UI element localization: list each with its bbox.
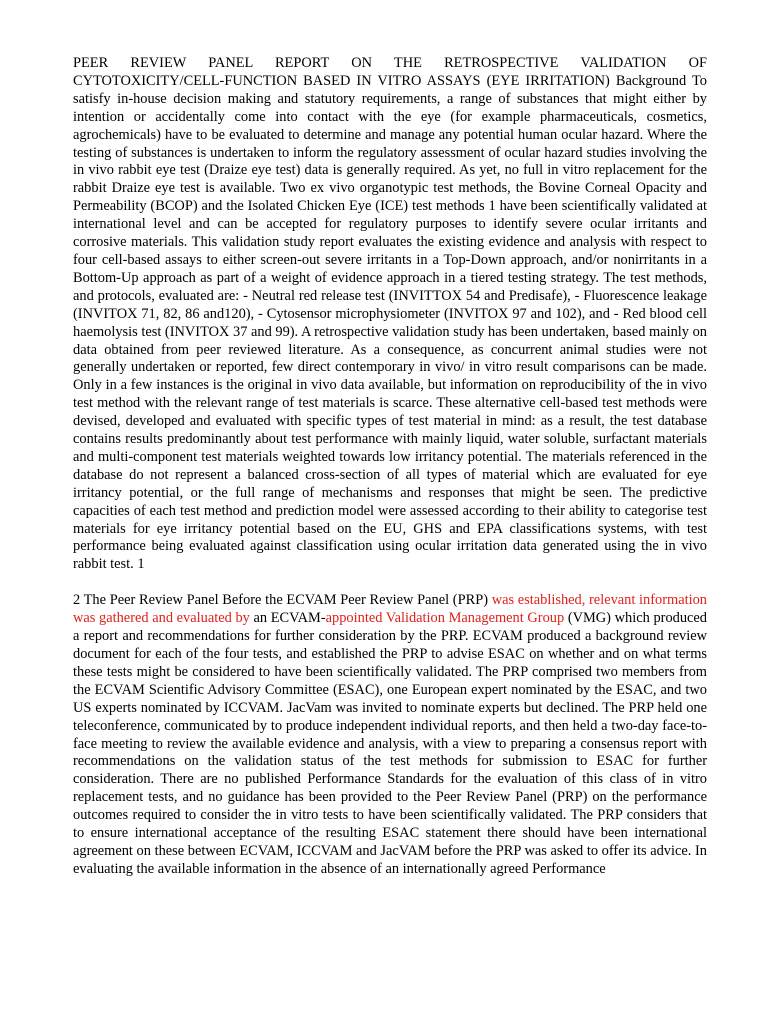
paragraph-text-segment: 2 The Peer Review Panel Before the ECVAM Peer Review Panel (PRP) xyxy=(73,592,492,609)
paragraph-text-segment: (VMG) which produced a report and recommendations for further consideration by the PRP. ECVAM produced a background review document for each of the four tests, and established the PRP to advise ESAC on whether and on what terms these tests might be considered to have been scientifically validated. The PRP comprised two members from the ECVAM Scientific Advisory Committee (ESAC), one European expert nominated by the ESAC, and two US experts nominated by ICCVAM. JacVam was invited to nominate experts but declined. The PRP held one teleconference, communicated by to produce independent individual reports, and then held a two-day face-to-face meeting to review the available evidence and analysis, with a view to preparing a consensus report with recommendations on the validation status of the test methods for submission to ESAC for further consideration. There are no published Performance Standards for the evaluation of this class of in vitro replacement tests, and no guidance has been provided to the Peer Review Panel (PRP) on the performance outcomes required to consider the in vitro tests to have been scientifically validated. The PRP considers that to ensure international acceptance of the resulting ESAC statement there should have been international agreement on these between ECVAM, ICCVAM and JacVAM before the PRP was asked to offer its advice. In evaluating the available information in the absence of an internationally agreed Performance xyxy=(73,610,708,877)
document-page xyxy=(73,55,707,879)
paragraph-text-segment: an ECVAM- xyxy=(249,610,326,627)
highlighted-text: was established, relevant information was gathered and evaluated by xyxy=(73,592,707,627)
paragraph-background: PEER REVIEW PANEL REPORT ON THE RETROSPECTIVE VALIDATION OF CYTOTOXICITY/CELL-FUNCTION BASED IN VITRO ASSAYS (EYE IRRITATION) Background To satisfy in-house decision making and statutory requirements, a range of substances that might either by intention or accidentally come into contact with the eye (for example pharmaceuticals, cosmetics, agrochemicals) have to be evaluated to determine and manage any potential human ocular hazard. Where the testing of substances is undertaken to inform the regulatory assessment of ocular hazard studies involving the in vivo rabbit eye test (Draize eye test) data is generally required. As yet, no full in vitro replacement for the rabbit Draize eye test is available. Two ex vivo organotypic test methods, the Bovine Corneal Opacity and Permeability (BCOP) and the Isolated Chicken Eye (ICE) test methods 1 have been scientifically validated at international level and can be accepted for regulatory purposes to identify severe ocular irritants and corrosive materials. This validation study report evaluates the existing evidence and analysis with respect to four cell-based assays to either screen-out severe irritants in a Top-Down approach, and/or nonirritants in a Bottom-Up approach as part of a weight of evidence approach in a tiered testing strategy. The test methods, and protocols, evaluated are: - Neutral red release test (INVITTOX 54 and Predisafe), - Fluorescence leakage (INVITOX 71, 82, 86 and120), - Cytosensor microphysiometer (INVITOX 97 and 102), and - Red blood cell haemolysis test (INVITOX 37 and 99). A retrospective validation study has been undertaken, based mainly on data obtained from peer reviewed literature. As a consequence, as concurrent animal studies were not generally undertaken or reported, few direct contemporary in vivo/ in vitro result comparisons can be made. Only in a few instances is the original in vivo data available, but information on reproducibility of the in vivo test method with the relevant range of test materials is scarce. These alternative cell-based test methods were devised, developed and evaluated with specific types of test material in mind: as a result, the test database contains results predominantly about test performance with mainly liquid, water soluble, surfactant materials and multi-component test materials weighted towards low irritancy potential. The materials referenced in the database do not represent a balanced cross-section of all types of material which are evaluated for eye irritancy potential, or the full range of mechanisms and responses that might be seen. The predictive capacities of each test method and prediction model were assessed according to their ability to categorise test materials for eye irritancy potential based on the EU, GHS and EPA classifications systems, with test performance being evaluated against classification using ocular irritation data generated using the in vivo rabbit test. 1 xyxy=(73,55,707,573)
highlighted-text: appointed Validation Management Group xyxy=(325,610,565,627)
paragraph-peer-review-panel xyxy=(73,592,707,879)
